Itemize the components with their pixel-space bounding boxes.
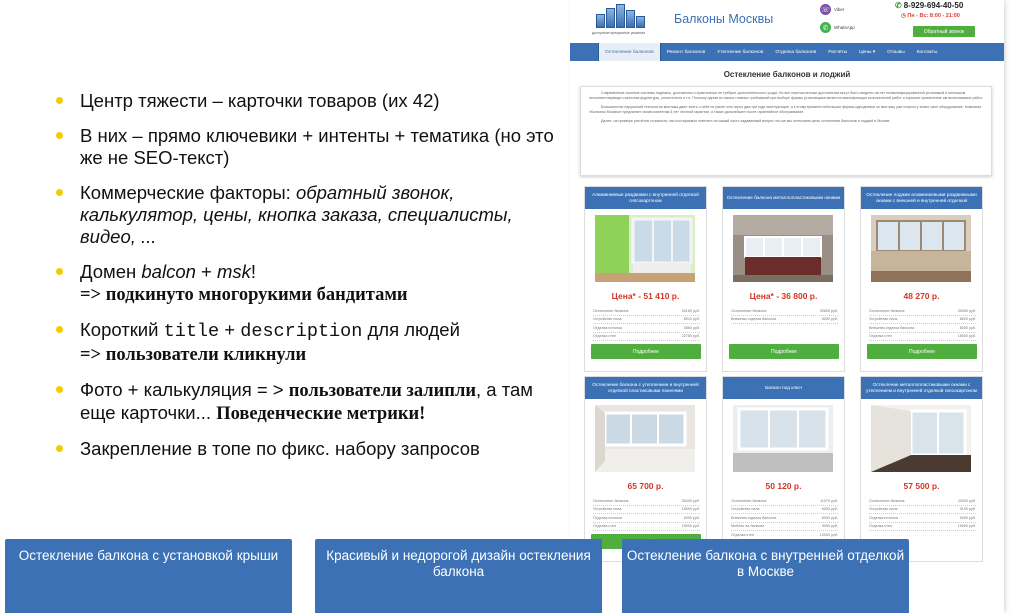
card-photo[interactable] xyxy=(595,215,695,282)
bullet-item: В них – прямо ключевики + интенты + тематика (но это же не SEO-текст) xyxy=(56,125,556,169)
bullet-item: Закрепление в топе по фикс. набору запросов xyxy=(56,438,556,460)
site-tagline: доступные прекрасные решения xyxy=(592,31,646,35)
product-card[interactable] xyxy=(860,376,983,562)
phone-number[interactable]: ✆ 8-929-694-40-50 xyxy=(895,1,964,10)
nav-item-prices[interactable]: Цены ▾ xyxy=(859,49,876,55)
card-photo[interactable] xyxy=(733,215,833,282)
card-specs: Остекление балкона 20160 руб. Устройство пола 8910 руб. Отделка потолка 3860 руб. Отделка стен 22780 руб. xyxy=(593,307,700,341)
site-header xyxy=(570,0,1004,44)
viber-icon: ☏ xyxy=(820,4,831,15)
nav-item-contacts[interactable]: Контакты xyxy=(916,49,938,55)
card-price: 57 500 р. xyxy=(903,481,940,491)
product-card[interactable] xyxy=(722,186,845,372)
card-price: 50 120 р. xyxy=(765,481,802,491)
bullet-item: Короткий title + description для людей => пользователи кликнули xyxy=(56,319,556,366)
website-screenshot xyxy=(570,0,1004,613)
card-title[interactable]: Остекление лоджии алюминиевыми раздвижными окнами с внешней и внутренней отделкой xyxy=(861,187,982,209)
product-card[interactable] xyxy=(584,186,707,372)
page-title: Остекление балконов и лоджий xyxy=(723,70,851,79)
bullet-item: Фото + калькуляция = > пользователи залипли, а там еще карточки... Поведенческие метрики! xyxy=(56,379,556,425)
bullet-item: Домен balcon + msk! => подкинуто многорукими бандитами xyxy=(56,261,556,306)
card-specs: Остекление балкона 26400 руб. Устройство пола 18000 руб. Отделка потолка 6300 руб. Отделка стен 19000 руб. xyxy=(593,497,700,531)
product-card[interactable] xyxy=(722,376,845,562)
bullet-item: Коммерческие факторы: обратный звонок, калькулятор, цены, кнопка заказа, специалисты, видео, ... xyxy=(56,182,556,248)
card-title[interactable]: Остекление балкона металлопластиковыми окнами xyxy=(723,187,844,209)
bottom-card-roof[interactable]: Остекление балкона с установкой крыши xyxy=(5,539,292,613)
whatsapp-icon: ✆ xyxy=(820,22,831,33)
clock-icon: ◷ xyxy=(901,13,908,19)
card-photo[interactable] xyxy=(871,405,971,472)
bottom-card-finishing[interactable]: Остекление балкона с внутренней отделкой в Москве xyxy=(622,539,909,613)
card-title[interactable]: Остекление металлопластиковыми окнами с утеплением и внутренней отделкой гипсокартоном xyxy=(861,377,982,399)
main-nav xyxy=(570,43,1004,61)
whatsapp-contact[interactable]: ✆ WhatsApp xyxy=(820,22,855,33)
slide-bullet-list xyxy=(56,90,556,473)
site-name[interactable]: Балконы Москвы xyxy=(674,12,774,26)
card-specs: Остекление балкона 22090 руб. Устройство пола 9190 руб. Отделка потолка 5400 руб. Отделка стен 19000 руб. xyxy=(869,497,976,531)
details-button[interactable]: Подробнее xyxy=(729,344,839,359)
card-title[interactable]: Остекление балкона с утеплением и внутренней отделкой пластиковыми панелями xyxy=(585,377,706,399)
nav-item-repair[interactable]: Ремонт балконов xyxy=(666,49,706,55)
card-price: 48 270 р. xyxy=(903,291,940,301)
details-button[interactable]: Подробнее xyxy=(591,344,701,359)
card-photo[interactable] xyxy=(871,215,971,282)
nav-item-insulation[interactable]: Утепление балконов xyxy=(717,49,764,55)
bottom-card-design[interactable]: Красивый и недорогой дизайн остекления балкона xyxy=(315,539,602,613)
card-price: Цена* - 36 800 р. xyxy=(749,291,818,301)
product-card[interactable] xyxy=(584,376,707,562)
buildings-logo-icon[interactable] xyxy=(592,6,652,32)
details-button[interactable]: Подробнее xyxy=(867,344,977,359)
card-title[interactable]: Алюминиевые раздвижки с внутренней отделкой гипсокартоном xyxy=(585,187,706,209)
phone-icon: ✆ xyxy=(895,1,902,10)
callback-button[interactable]: Обратный звонок xyxy=(913,26,975,37)
nav-item-calculations[interactable]: Расчёты xyxy=(828,49,848,55)
card-price: 65 700 р. xyxy=(627,481,664,491)
card-specs: Остекление балкона 30800 руб. Внешняя отделка балкона 6000 руб. xyxy=(731,307,838,324)
card-title[interactable]: Балкон под ключ xyxy=(723,377,844,399)
card-photo[interactable] xyxy=(595,405,695,472)
card-specs: Остекление балкона 20060 руб. Устройство пола 8600 руб. Внешняя отделка балкона 6000 руб. Отделка стен 18000 руб. xyxy=(869,307,976,341)
intro-text: Современные оконные системы надёжны, долговечны и практически не требуют дополнительного ухода. Но все перечисленные достоинства могут быть сведены на нет неквалифицированной установкой и монтажом несоответствующего качества фурнитуры, уплотнителя и т.п. Поэтому одним из самых главных требований при выборе фирмы установщика является квалификация исполнителей работ и хорошее применение им выполняемых работ. Большинство нарушений технологии монтажа дают знать о себе не ранее чем через два-три года эксплуатации, а к этому времени небольшие фирмы-однодневки по монтажу уже попросту знают свое оборудование. Компания «Балконы Москвы» предлагает своим клиентам 5 лет честной гарантии, а также дальнейшее после гарантийное обслуживание. Далее, на примере расчётов стоимости, мы постараемся ответить на самый часто задаваемый вопрос что-же мы остекляем цены остекления балконов и лоджий в Москве. xyxy=(580,86,992,176)
card-specs: Остекление балкона 11070 руб. Устройство пола 6000 руб. Внешняя отделка балкона 8300 руб. Мебель на балконе 9050 руб. Отделка стен 12000 руб. xyxy=(731,497,838,540)
working-hours: ◷ Пн - Вс: 8:00 - 21:00 xyxy=(901,13,960,19)
card-price: Цена* - 51 410 р. xyxy=(611,291,680,301)
product-card[interactable] xyxy=(860,186,983,372)
bullet-item: Центр тяжести – карточки товаров (их 42) xyxy=(56,90,556,112)
nav-item-glazing[interactable]: Остекление балконов xyxy=(598,43,661,61)
card-photo[interactable] xyxy=(733,405,833,472)
viber-contact[interactable]: ☏ Viber xyxy=(820,4,844,15)
nav-item-finishing[interactable]: Отделка балконов xyxy=(775,49,817,55)
nav-item-reviews[interactable]: Отзывы xyxy=(887,49,905,55)
